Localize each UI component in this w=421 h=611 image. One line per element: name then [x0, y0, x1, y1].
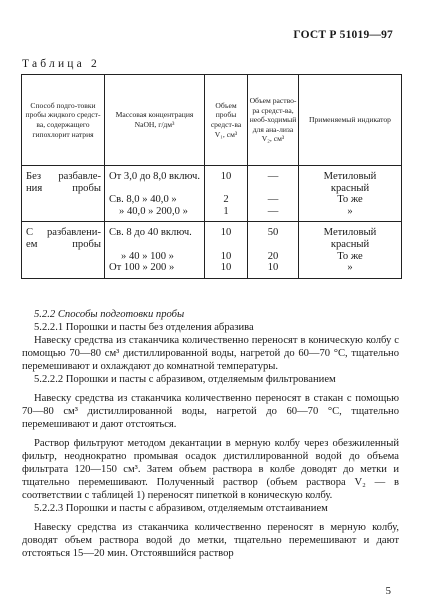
- v1-value: 2: [223, 194, 229, 206]
- concentration-value: » 40,0 » 200,0 »: [119, 205, 188, 217]
- concentration-value: [109, 239, 204, 251]
- v2-value: —: [267, 194, 279, 206]
- column-header: Объем раство-ра средст-ва, необ-ходимый для ана-лиза V₂, см³: [248, 75, 299, 166]
- concentration-value: Св. 8,0 » 40,0 »: [109, 194, 177, 206]
- body-text: [22, 308, 399, 560]
- v1-value: 10: [220, 171, 232, 182]
- method-text: Без разбавле-ния пробы: [26, 171, 101, 194]
- column-header: Способ подго-товки пробы жидкого средст-ва, содержащего гипохлорит натрия: [22, 75, 105, 166]
- v2-cell: [248, 222, 299, 278]
- indicator-cell: [299, 166, 402, 222]
- indicator-value: То же: [337, 194, 363, 206]
- indicator-value: Метиловый: [323, 227, 377, 239]
- indicator-value: »: [347, 262, 353, 274]
- v1-value: 1: [223, 205, 229, 217]
- paragraph: Раствор фильтруют методом декантации в мерную колбу через обезжиленный фильтр, неоднократно промывая осадок дистиллированной водой до объема фильтрата 120—150 см³. Затем объем раствора в колбе доводят до метки и тщательно перемешивают. Полученный раствор (объем раствора V₂ — в соответствии с таблицей 1) переносят пипеткой в коническую колбу.: [22, 438, 399, 501]
- page-number: 5: [385, 585, 391, 597]
- method-cell: [22, 166, 105, 222]
- v2-cell: [248, 166, 299, 222]
- v2-value: 20: [267, 250, 279, 262]
- v2-value: —: [267, 205, 279, 217]
- v2-value: [248, 239, 298, 251]
- v1-value: 10: [220, 227, 232, 239]
- concentration-value: От 3,0 до 8,0 включ.: [109, 171, 200, 182]
- column-header: Объем пробы средст-ва V₁, см³: [205, 75, 248, 166]
- paragraph: Навеску средства из стаканчика количественно переносят в мерную колбу, доводят объем раствора водой до метки, тщательно перемешивают и дают отстояться 15—20 мин. Отстоявшийся раствор: [22, 522, 399, 559]
- method-cell: [22, 222, 105, 278]
- table-header-row: [22, 75, 402, 166]
- v2-value: 10: [267, 262, 279, 274]
- method-text: С разбавлени-ем пробы: [26, 227, 101, 250]
- data-table: [21, 74, 402, 279]
- indicator-value: красный: [330, 182, 370, 194]
- v1-value: [205, 183, 247, 195]
- subsection-heading: 5.2.2.3 Порошки и пасты с абразивом, отделяемым отстаиванием: [34, 503, 328, 514]
- indicator-value: »: [347, 205, 353, 217]
- indicator-value: красный: [330, 238, 370, 250]
- column-header: Применяемый индикатор: [299, 75, 402, 166]
- table-row: [22, 222, 402, 278]
- table-caption: Таблица 2: [22, 58, 100, 70]
- concentration-value: От 100 » 200 »: [109, 262, 175, 274]
- section-heading: 5.2.2 Способы подготовки пробы: [34, 309, 185, 320]
- v2-value: —: [267, 171, 279, 182]
- standard-code: ГОСТ Р 51019—97: [293, 29, 393, 41]
- v1-cell: [205, 222, 248, 278]
- concentration-cell: [105, 166, 205, 222]
- subsection-heading: 5.2.2.2 Порошки и пасты с абразивом, отделяемым фильтрованием: [34, 374, 336, 385]
- indicator-value: Метиловый: [323, 171, 377, 182]
- paragraph: Навеску средства из стаканчика количественно переносят в стакан с помощью 70—80 см³ дистиллированной воды, нагретой до 60—70 °С, тщательно перемешивают и дают отстояться.: [22, 393, 399, 430]
- concentration-value: [109, 183, 204, 195]
- v1-value: 10: [220, 262, 232, 274]
- v1-value: 10: [220, 250, 232, 262]
- v1-cell: [205, 166, 248, 222]
- concentration-cell: [105, 222, 205, 278]
- concentration-value: » 40 » 100 »: [121, 250, 174, 262]
- paragraph: Навеску средства из стаканчика количественно переносят в коническую колбу с помощью 70—80 см³ дистиллированной воды, нагретой до 60—70 °С, тщательно перемешивают и охлаждают до комнатной температуры.: [22, 335, 399, 372]
- table-row: [22, 166, 402, 222]
- column-header: Массовая концентрация NaOH, г/дм³: [105, 75, 205, 166]
- v2-value: [248, 183, 298, 195]
- subsection-heading: 5.2.2.1 Порошки и пасты без отделения абразива: [34, 322, 254, 333]
- v1-value: [205, 239, 247, 251]
- concentration-value: Св. 8 до 40 включ.: [109, 227, 192, 239]
- indicator-cell: [299, 222, 402, 278]
- indicator-value: То же: [337, 250, 363, 262]
- v2-value: 50: [267, 227, 279, 239]
